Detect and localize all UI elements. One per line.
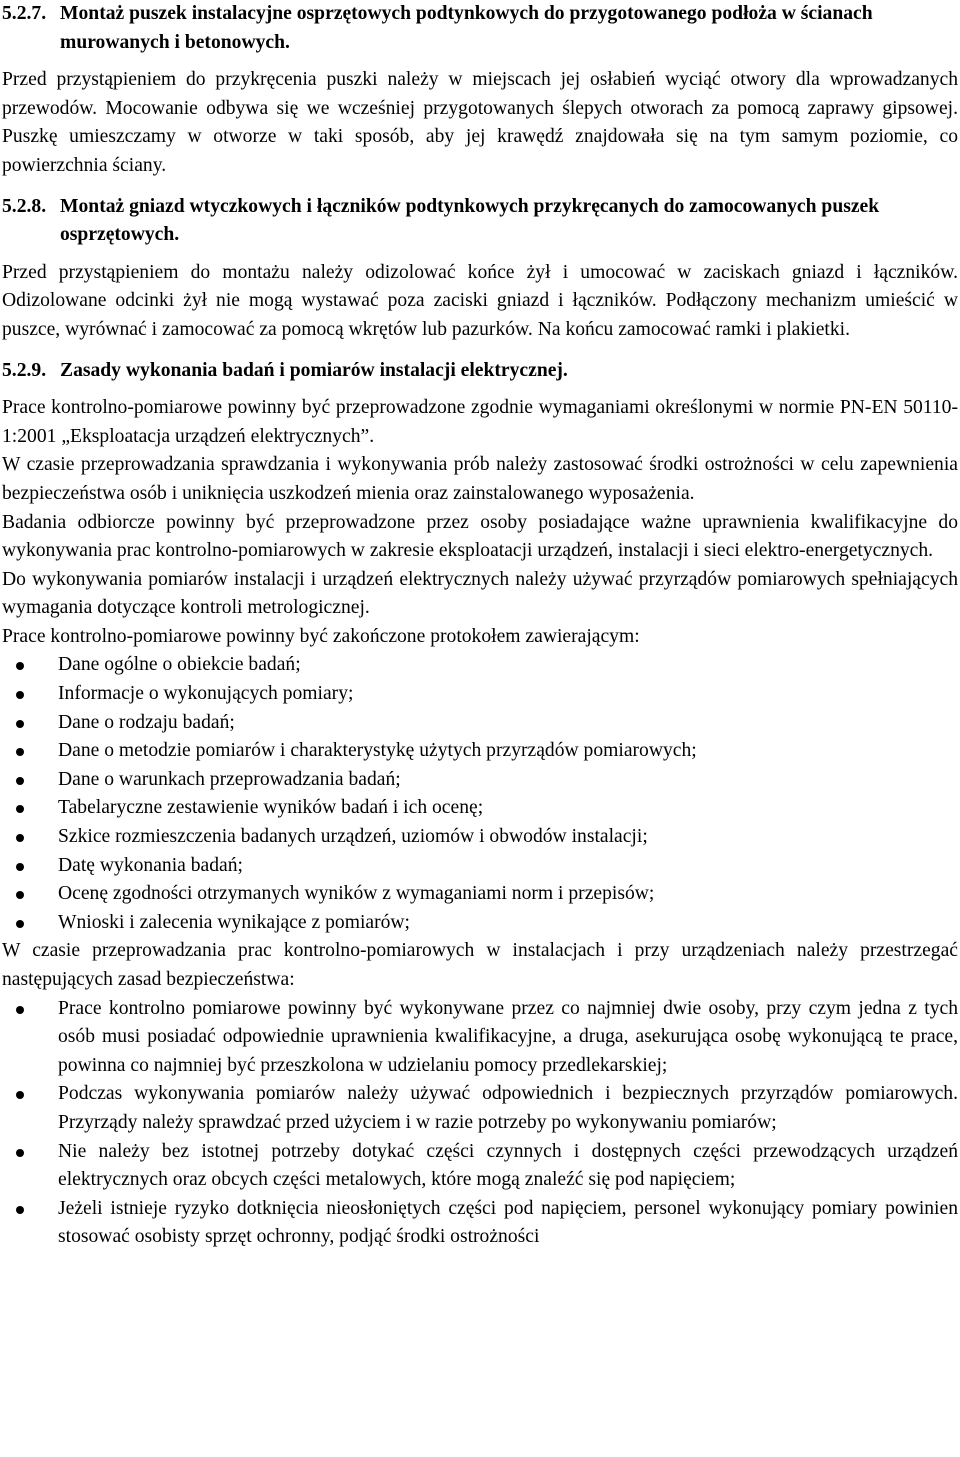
bullet-icon — [16, 1149, 24, 1157]
bullet-icon — [16, 777, 24, 785]
paragraph: Badania odbiorcze powinny być przeprowadzone przez osoby posiadające ważne uprawnienia kwalifikacyjne do wykonywania prac kontrolno-pomiarowych w zakresie eksploatacji urządzeń, instalacji i sieci elektro-energetycznych. — [2, 511, 958, 562]
paragraph: Prace kontrolno-pomiarowe powinny być zakończone protokołem zawierającym: — [2, 625, 640, 647]
list-item: Dane o rodzaju badań; — [2, 709, 958, 738]
list-item: Jeżeli istnieje ryzyko dotknięcia nieosłoniętych części pod napięciem, personel wykonujący pomiary powinien stosować osobisty sprzęt ochronny, podjąć środki ostrożności — [2, 1195, 958, 1252]
section-number: 5.2.8. — [2, 195, 47, 217]
bullet-icon — [16, 891, 24, 899]
section-title: Montaż puszek instalacyjne osprzętowych podtynkowych do przygotowanego podłoża w ścianach murowanych i betonowych. — [60, 3, 873, 53]
section-title: Montaż gniazd wtyczkowych i łączników podtynkowych przykręcanych do zamocowanych puszek osprzętowych. — [60, 195, 880, 246]
list-item: Dane o metodzie pomiarów i charakterystykę użytych przyrządów pomiarowych; — [2, 737, 958, 766]
section-heading-5-2-8 — [2, 193, 958, 250]
bullet-icon — [16, 863, 24, 871]
section-heading-5-2-7 — [2, 0, 958, 57]
bullet-icon — [16, 748, 24, 756]
list-item: Tabelaryczne zestawienie wyników badań i ich ocenę; — [2, 794, 958, 823]
paragraph: W czasie przeprowadzania sprawdzania i wykonywania prób należy zastosować środki ostrożności w celu zapewnienia bezpieczeństwa osób i uniknięcia uszkodzeń mienia oraz zainstalowanego wyposażenia. — [2, 454, 958, 504]
section-title: Zasady wykonania badań i pomiarów instalacji elektrycznej. — [60, 359, 568, 381]
list-item: Podczas wykonywania pomiarów należy używać odpowiednich i bezpiecznych przyrządów pomiarowych. Przyrządy należy sprawdzać przed użyciem i w razie potrzeby po wykonywaniu pomiarów; — [2, 1080, 958, 1137]
bullet-icon — [16, 920, 24, 928]
bullet-icon — [16, 1006, 24, 1014]
list-item: Dane ogólne o obiekcie badań; — [2, 651, 958, 680]
list-item: Prace kontrolno pomiarowe powinny być wykonywane przez co najmniej dwie osoby, przy czym jedna z tych osób musi posiadać odpowiednie uprawnienia kwalifikacyjne, a druga, asekurująca osobę wykonującą te prace, powinna co najmniej być przeszkolona w udzielaniu pomocy przedlekarskiej; — [2, 995, 958, 1081]
bullet-icon — [16, 1091, 24, 1099]
list-item: Ocenę zgodności otrzymanych wyników z wymaganiami norm i przepisów; — [2, 880, 958, 909]
list-item: Nie należy bez istotnej potrzeby dotykać części czynnych i dostępnych części przewodzących urządzeń elektrycznych oraz obcych części metalowych, które mogą znaleźć się pod napięciem; — [2, 1138, 958, 1195]
paragraph: W czasie przeprowadzania prac kontrolno-pomiarowych w instalacjach i przy urządzeniach należy przestrzegać następujących zasad bezpieczeństwa: — [2, 940, 958, 990]
section-number: 5.2.7. — [2, 3, 47, 24]
paragraph: Przed przystąpieniem do montażu należy odizolować końce żył i umocować w zaciskach gniazd i łączników. Odizolowane odcinki żył nie mogą wystawać poza zaciski gniazd i łączników. Podłączony mechanizm umieścić w puszce, wyrównać i zamocować za pomocą wkrętów lub pazurków. Na końcu zamocować ramki i plakietki. — [2, 261, 958, 340]
list-item: Szkice rozmieszczenia badanych urządzeń, uziomów i obwodów instalacji; — [2, 823, 958, 852]
section-heading-5-2-9 — [2, 357, 958, 386]
bullet-icon — [16, 834, 24, 842]
bullet-icon — [16, 720, 24, 728]
list-item: Dane o warunkach przeprowadzania badań; — [2, 766, 958, 795]
bullet-icon — [16, 662, 24, 670]
list-item: Informacje o wykonujących pomiary; — [2, 680, 958, 709]
safety-rules-list — [2, 995, 958, 1252]
paragraph: Przed przystąpieniem do przykręcenia puszki należy w miejscach jej osłabień wyciąć otwory dla wprowadzanych przewodów. Mocowanie odbywa się we wcześniej przygotowanych ślepych otworach za pomocą zaprawy gipsowej. Puszkę umieszczamy w otworze w taki sposób, aby jej krawędź znajdowała się na tym samym poziomie, co powierzchnia ściany. — [2, 69, 958, 176]
protocol-contents-list — [2, 651, 958, 937]
bullet-icon — [16, 805, 24, 813]
list-item: Wnioski i zalecenia wynikające z pomiarów; — [2, 909, 958, 938]
paragraph: Do wykonywania pomiarów instalacji i urządzeń elektrycznych należy używać przyrządów pomiarowych spełniających wymagania dotyczące kontroli metrologicznej. — [2, 568, 958, 619]
bullet-icon — [16, 691, 24, 699]
list-item: Datę wykonania badań; — [2, 852, 958, 881]
paragraph: Prace kontrolno-pomiarowe powinny być przeprowadzone zgodnie wymaganiami określonymi w normie PN-EN 50110-1:2001 „Eksploatacja urządzeń elektrycznych”. — [2, 397, 958, 447]
bullet-icon — [16, 1206, 24, 1214]
section-number: 5.2.9. — [2, 359, 47, 381]
